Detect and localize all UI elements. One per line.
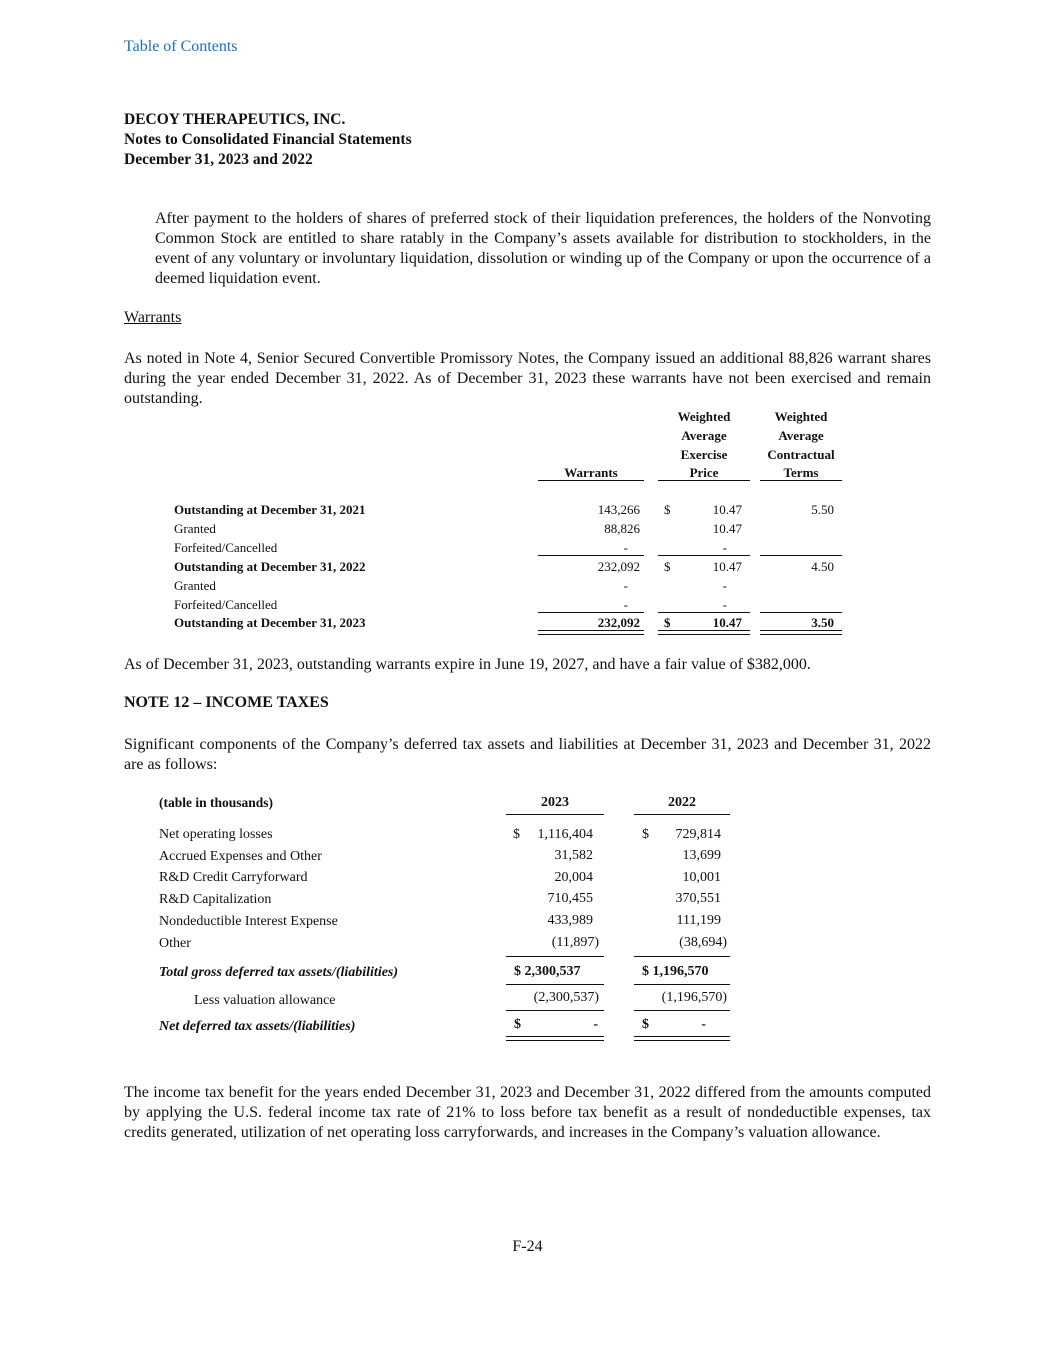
terms-value: 3.50 (811, 615, 834, 630)
net-label: Net deferred tax assets/(liabilities) (159, 1019, 356, 1034)
header-rule (506, 814, 604, 815)
row-label: Nondeductible Interest Expense (159, 914, 338, 929)
row-label: R&D Credit Carryforward (159, 870, 308, 885)
value-2022: 13,699 (682, 848, 721, 863)
value-2022: (38,694) (679, 935, 727, 950)
terms-value: 5.50 (811, 502, 834, 517)
col-header-terms-line1: Weighted (774, 409, 828, 424)
col-header-terms-line2: Average (778, 428, 824, 443)
price-value: - (722, 540, 727, 555)
price-value: 10.47 (712, 615, 742, 630)
table-caption: (table in thousands) (159, 795, 274, 810)
col-header-price-line3: Exercise (680, 447, 728, 462)
dollar-sign: $ (664, 559, 671, 574)
dollar-sign: $ (514, 1017, 521, 1032)
warrants-value: 88,826 (604, 521, 640, 536)
subtotal-rule (634, 956, 730, 957)
value-2023: (11,897) (551, 935, 599, 950)
total-double-rule (506, 1036, 604, 1041)
row-label: Accrued Expenses and Other (159, 849, 322, 864)
warrants-value: - (623, 540, 628, 555)
warrants-value: - (623, 578, 628, 593)
value-2022: 370,551 (675, 891, 721, 906)
header-rule (538, 480, 644, 481)
document-period: December 31, 2023 and 2022 (124, 151, 313, 168)
row-label: R&D Capitalization (159, 892, 272, 907)
row-label: Granted (174, 578, 216, 593)
subtotal-rule (506, 1010, 604, 1011)
total-rule (506, 984, 604, 985)
value-2023: 433,989 (547, 913, 593, 928)
price-value: 10.47 (712, 559, 742, 574)
dollar-sign: $ (664, 502, 671, 517)
price-value: - (722, 578, 727, 593)
value-2023: 710,455 (547, 891, 593, 906)
total-double-rule (760, 630, 842, 635)
net-2023: - (593, 1017, 598, 1032)
row-label: Granted (174, 521, 216, 536)
col-header-terms-line4: Terms (783, 465, 819, 480)
valuation-2023: (2,300,537) (533, 990, 599, 1005)
terms-value: 4.50 (811, 559, 834, 574)
col-header-price-line1: Weighted (677, 409, 731, 424)
value-2022: 111,199 (676, 913, 721, 928)
col-header-price-line2: Average (681, 428, 727, 443)
dollar-sign: $ (664, 615, 671, 630)
warrants-heading: Warrants (124, 309, 182, 326)
total-double-rule (538, 630, 644, 635)
header-rule (634, 814, 730, 815)
subtotal-rule (658, 555, 750, 556)
warrants-value: - (623, 597, 628, 612)
deferred-tax-paragraph: Significant components of the Company’s deferred tax assets and liabilities at December 31, 2023 and December 31, 2022 are as follows: (124, 736, 931, 773)
warrants-value: 232,092 (597, 615, 640, 630)
table-of-contents-link[interactable]: Table of Contents (124, 38, 238, 55)
value-2023: 31,582 (554, 848, 593, 863)
header-rule (760, 480, 842, 481)
valuation-label: Less valuation allowance (194, 993, 336, 1008)
col-header-price-line4: Price (689, 465, 719, 480)
total-double-rule (634, 1036, 730, 1041)
total-label: Total gross deferred tax assets/(liabilities) (159, 965, 399, 980)
col-header-2022: 2022 (668, 795, 696, 810)
col-header-terms-line3: Contractual (767, 447, 835, 462)
net-2022: - (701, 1017, 706, 1032)
note-12-heading: NOTE 12 – INCOME TAXES (124, 694, 329, 711)
row-label: Outstanding at December 31, 2021 (174, 502, 366, 517)
tax-benefit-paragraph: The income tax benefit for the years ended December 31, 2023 and December 31, 2022 differed from the amounts computed by applying the U.S. federal income tax rate of 21% to loss before tax benefit as a result of nondeductible expenses, tax credits generated, utilization of net operating loss carryforwards, and increases in the Company’s valuation allowance. (124, 1084, 931, 1141)
header-rule (658, 480, 750, 481)
value-2023: 20,004 (554, 870, 593, 885)
liquidation-paragraph: After payment to the holders of shares of preferred stock of their liquidation preferences, the holders of the Nonvoting Common Stock are entitled to share ratably in the Company’s assets available for distribution to stockholders, in the event of any voluntary or involuntary liquidation, dissolution or winding up of the Company or upon the occurrence of a deemed liquidation event. (155, 210, 931, 287)
warrants-value: 143,266 (597, 502, 640, 517)
dollar-sign: $ (513, 827, 520, 842)
price-value: - (722, 597, 727, 612)
row-label: Forfeited/Cancelled (174, 540, 278, 555)
total-2023: $ 2,300,537 (514, 964, 581, 979)
page-number: F-24 (512, 1238, 543, 1255)
col-header-warrants: Warrants (564, 465, 618, 480)
subtotal-rule (760, 555, 842, 556)
row-label: Forfeited/Cancelled (174, 597, 278, 612)
col-header-2023: 2023 (541, 795, 569, 810)
row-label: Net operating losses (159, 827, 273, 842)
document-subtitle: Notes to Consolidated Financial Statements (124, 131, 412, 148)
total-2022: $ 1,196,570 (642, 964, 709, 979)
value-2022: 729,814 (675, 827, 721, 842)
warrant-expiry-paragraph: As of December 31, 2023, outstanding warrants expire in June 19, 2027, and have a fair value of $382,000. (124, 656, 811, 673)
dollar-sign: $ (642, 1017, 649, 1032)
warrants-paragraph: As noted in Note 4, Senior Secured Convertible Promissory Notes, the Company issued an additional 88,826 warrant shares during the year ended December 31, 2022. As of December 31, 2023 these warrants have not been exercised and remain outstanding. (124, 350, 931, 407)
dollar-sign: $ (642, 827, 649, 842)
value-2023: 1,116,404 (537, 827, 593, 842)
price-value: 10.47 (712, 502, 742, 517)
subtotal-rule (634, 1010, 730, 1011)
row-label: Outstanding at December 31, 2022 (174, 559, 366, 574)
total-rule (634, 984, 730, 985)
company-name: DECOY THERAPEUTICS, INC. (124, 111, 346, 128)
valuation-2022: (1,196,570) (661, 990, 727, 1005)
value-2022: 10,001 (682, 870, 721, 885)
subtotal-rule (506, 956, 604, 957)
total-double-rule (658, 630, 750, 635)
row-label: Other (159, 936, 191, 951)
subtotal-rule (538, 555, 644, 556)
warrants-value: 232,092 (597, 559, 640, 574)
row-label: Outstanding at December 31, 2023 (174, 615, 366, 630)
price-value: 10.47 (712, 521, 742, 536)
